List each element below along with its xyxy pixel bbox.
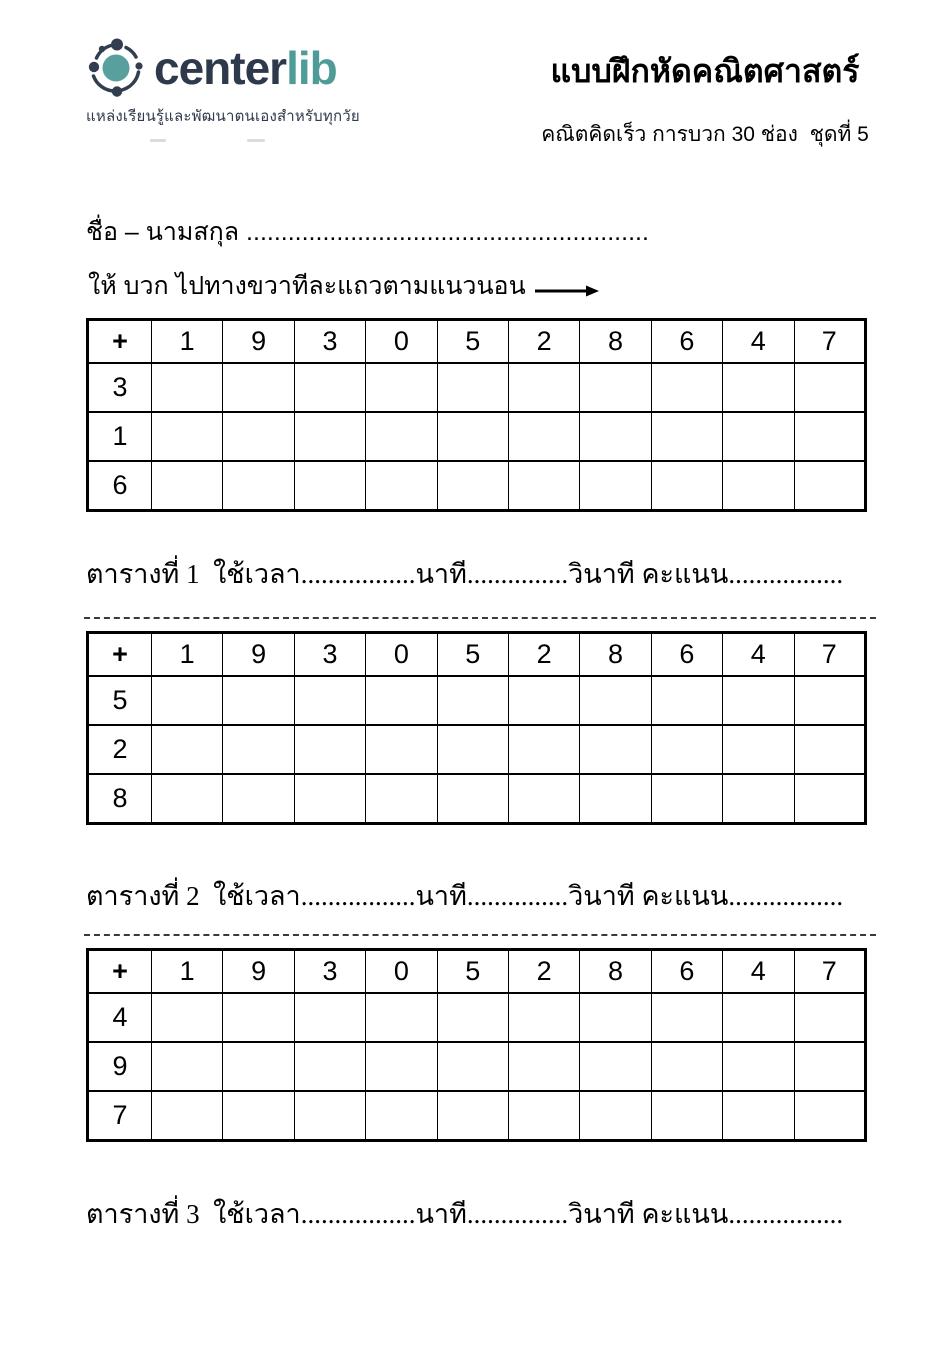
answer-cell <box>723 1091 794 1141</box>
answer-cell <box>223 363 294 412</box>
answer-cell <box>508 363 579 412</box>
table-row <box>88 461 866 511</box>
table-row <box>88 1091 866 1141</box>
answer-cell <box>508 412 579 461</box>
addend-header-cell: 4 <box>723 320 794 364</box>
answer-cell <box>223 725 294 774</box>
answer-cell <box>437 774 508 824</box>
long-right-arrow-icon <box>534 284 600 298</box>
answer-cell <box>651 363 722 412</box>
answer-cell <box>294 363 365 412</box>
addition-table-1 <box>86 318 867 512</box>
addend-header-cell: 6 <box>651 633 722 677</box>
addend-header-cell: 0 <box>366 633 437 677</box>
addend-header-cell: 9 <box>223 633 294 677</box>
table-header-row <box>88 633 866 677</box>
plus-operator-cell: + <box>88 633 152 677</box>
answer-cell <box>223 412 294 461</box>
answer-cell <box>723 461 794 511</box>
addend-header-cell: 1 <box>152 950 223 994</box>
answer-cell <box>437 412 508 461</box>
answer-cell <box>366 1091 437 1141</box>
addend-header-cell: 4 <box>723 950 794 994</box>
addend-header-cell: 2 <box>508 950 579 994</box>
addend-header-cell: 2 <box>508 320 579 364</box>
addition-table-3 <box>86 948 867 1142</box>
row-operand-cell: 6 <box>88 461 152 511</box>
answer-cell <box>152 461 223 511</box>
answer-cell <box>294 461 365 511</box>
answer-cell <box>794 725 865 774</box>
answer-cell <box>294 774 365 824</box>
answer-cell <box>580 676 651 725</box>
answer-cell <box>580 725 651 774</box>
answer-cell <box>794 461 865 511</box>
answer-cell <box>508 676 579 725</box>
answer-cell <box>152 676 223 725</box>
table-row <box>88 412 866 461</box>
addend-header-cell: 6 <box>651 320 722 364</box>
answer-cell <box>152 1042 223 1091</box>
answer-cell <box>580 1091 651 1141</box>
answer-cell <box>508 1091 579 1141</box>
answer-cell <box>152 363 223 412</box>
row-operand-cell: 2 <box>88 725 152 774</box>
table-header-row <box>88 320 866 364</box>
answer-cell <box>294 1042 365 1091</box>
answer-cell <box>437 676 508 725</box>
answer-cell <box>580 774 651 824</box>
row-operand-cell: 3 <box>88 363 152 412</box>
table-row <box>88 1042 866 1091</box>
row-operand-cell: 1 <box>88 412 152 461</box>
answer-cell <box>723 363 794 412</box>
answer-cell <box>437 363 508 412</box>
answer-cell <box>723 725 794 774</box>
answer-cell <box>366 412 437 461</box>
answer-cell <box>723 993 794 1042</box>
table-row <box>88 774 866 824</box>
table-row <box>88 993 866 1042</box>
row-operand-cell: 4 <box>88 993 152 1042</box>
answer-cell <box>223 1042 294 1091</box>
answer-cell <box>651 725 722 774</box>
answer-cell <box>580 363 651 412</box>
row-operand-cell: 7 <box>88 1091 152 1141</box>
answer-cell <box>508 774 579 824</box>
table-row <box>88 363 866 412</box>
addend-header-cell: 9 <box>223 950 294 994</box>
addend-header-cell: 3 <box>294 320 365 364</box>
answer-cell <box>651 676 722 725</box>
scan-artifact <box>150 139 166 142</box>
answer-cell <box>580 412 651 461</box>
answer-cell <box>223 461 294 511</box>
table-row <box>88 676 866 725</box>
addend-header-cell: 7 <box>794 950 865 994</box>
instruction-line <box>88 266 600 306</box>
answer-cell <box>508 993 579 1042</box>
table-2-caption: ตารางที่ 2 ใช้เวลา.................นาที...............วินาที คะแนน................. <box>86 881 844 911</box>
answer-cell <box>437 993 508 1042</box>
answer-cell <box>294 993 365 1042</box>
scan-artifact <box>247 139 265 142</box>
answer-cell <box>794 676 865 725</box>
answer-cell <box>223 774 294 824</box>
answer-cell <box>794 993 865 1042</box>
table-row <box>88 725 866 774</box>
answer-cell <box>152 412 223 461</box>
answer-cell <box>223 676 294 725</box>
answer-cell <box>723 1042 794 1091</box>
answer-cell <box>651 774 722 824</box>
answer-cell <box>580 993 651 1042</box>
answer-cell <box>294 1091 365 1141</box>
instruction-text: ให้ บวก ไปทางขวาทีละแถวตามแนวนอน <box>88 272 526 300</box>
addend-header-cell: 8 <box>580 633 651 677</box>
addend-header-cell: 7 <box>794 633 865 677</box>
answer-cell <box>508 1042 579 1091</box>
dashed-separator <box>84 934 876 936</box>
addend-header-cell: 7 <box>794 320 865 364</box>
answer-cell <box>294 412 365 461</box>
answer-cell <box>294 676 365 725</box>
addend-header-cell: 4 <box>723 633 794 677</box>
row-operand-cell: 5 <box>88 676 152 725</box>
answer-cell <box>437 725 508 774</box>
addend-header-cell: 5 <box>437 633 508 677</box>
answer-cell <box>508 725 579 774</box>
answer-cell <box>794 1091 865 1141</box>
answer-cell <box>223 1091 294 1141</box>
answer-cell <box>794 363 865 412</box>
answer-cell <box>437 461 508 511</box>
addend-header-cell: 3 <box>294 633 365 677</box>
answer-cell <box>223 993 294 1042</box>
addend-header-cell: 1 <box>152 320 223 364</box>
answer-cell <box>366 363 437 412</box>
answer-cell <box>152 1091 223 1141</box>
addend-header-cell: 5 <box>437 950 508 994</box>
answer-cell <box>366 725 437 774</box>
addend-header-cell: 2 <box>508 633 579 677</box>
addend-header-cell: 3 <box>294 950 365 994</box>
table-3-caption: ตารางที่ 3 ใช้เวลา.................นาที...............วินาที คะแนน................. <box>86 1199 844 1229</box>
answer-cell <box>723 412 794 461</box>
answer-cell <box>580 461 651 511</box>
plus-operator-cell: + <box>88 320 152 364</box>
answer-cell <box>580 1042 651 1091</box>
answer-cell <box>651 1091 722 1141</box>
addend-header-cell: 9 <box>223 320 294 364</box>
document-title: แบบฝึกหัดคณิตศาสตร์ <box>550 53 860 89</box>
addend-header-cell: 0 <box>366 320 437 364</box>
centerlib-orbit-icon <box>84 36 148 100</box>
answer-cell <box>366 993 437 1042</box>
brand-secondary-text: lib <box>286 42 337 94</box>
addend-header-cell: 6 <box>651 950 722 994</box>
brand-primary-text: center <box>154 42 287 94</box>
answer-cell <box>437 1042 508 1091</box>
title-block <box>495 52 915 151</box>
addend-header-cell: 8 <box>580 950 651 994</box>
answer-cell <box>152 993 223 1042</box>
answer-cell <box>723 774 794 824</box>
answer-cell <box>294 725 365 774</box>
answer-cell <box>651 1042 722 1091</box>
centerlib-logo <box>84 36 360 128</box>
addend-header-cell: 5 <box>437 320 508 364</box>
addition-table-2 <box>86 631 867 825</box>
answer-cell <box>437 1091 508 1141</box>
row-operand-cell: 9 <box>88 1042 152 1091</box>
table-header-row <box>88 950 866 994</box>
answer-cell <box>152 725 223 774</box>
addend-header-cell: 0 <box>366 950 437 994</box>
answer-cell <box>794 412 865 461</box>
table-1-caption: ตารางที่ 1 ใช้เวลา.................นาที...............วินาที คะแนน................. <box>86 559 844 589</box>
dashed-separator <box>84 617 876 619</box>
row-operand-cell: 8 <box>88 774 152 824</box>
name-field-line: ชื่อ – นามสกุล .......................................................... <box>86 218 649 246</box>
answer-cell <box>366 676 437 725</box>
answer-cell <box>366 774 437 824</box>
answer-cell <box>366 461 437 511</box>
answer-cell <box>651 412 722 461</box>
brand-wordmark <box>154 42 337 94</box>
answer-cell <box>794 774 865 824</box>
addend-header-cell: 8 <box>580 320 651 364</box>
answer-cell <box>651 993 722 1042</box>
plus-operator-cell: + <box>88 950 152 994</box>
answer-cell <box>508 461 579 511</box>
answer-cell <box>723 676 794 725</box>
brand-tagline: แหล่งเรียนรู้และพัฒนาตนเองสำหรับทุกวัย <box>86 108 360 125</box>
answer-cell <box>366 1042 437 1091</box>
answer-cell <box>651 461 722 511</box>
answer-cell <box>152 774 223 824</box>
answer-cell <box>794 1042 865 1091</box>
addend-header-cell: 1 <box>152 633 223 677</box>
document-subtitle: คณิตคิดเร็ว การบวก 30 ช่อง ชุดที่ 5 <box>541 123 869 147</box>
